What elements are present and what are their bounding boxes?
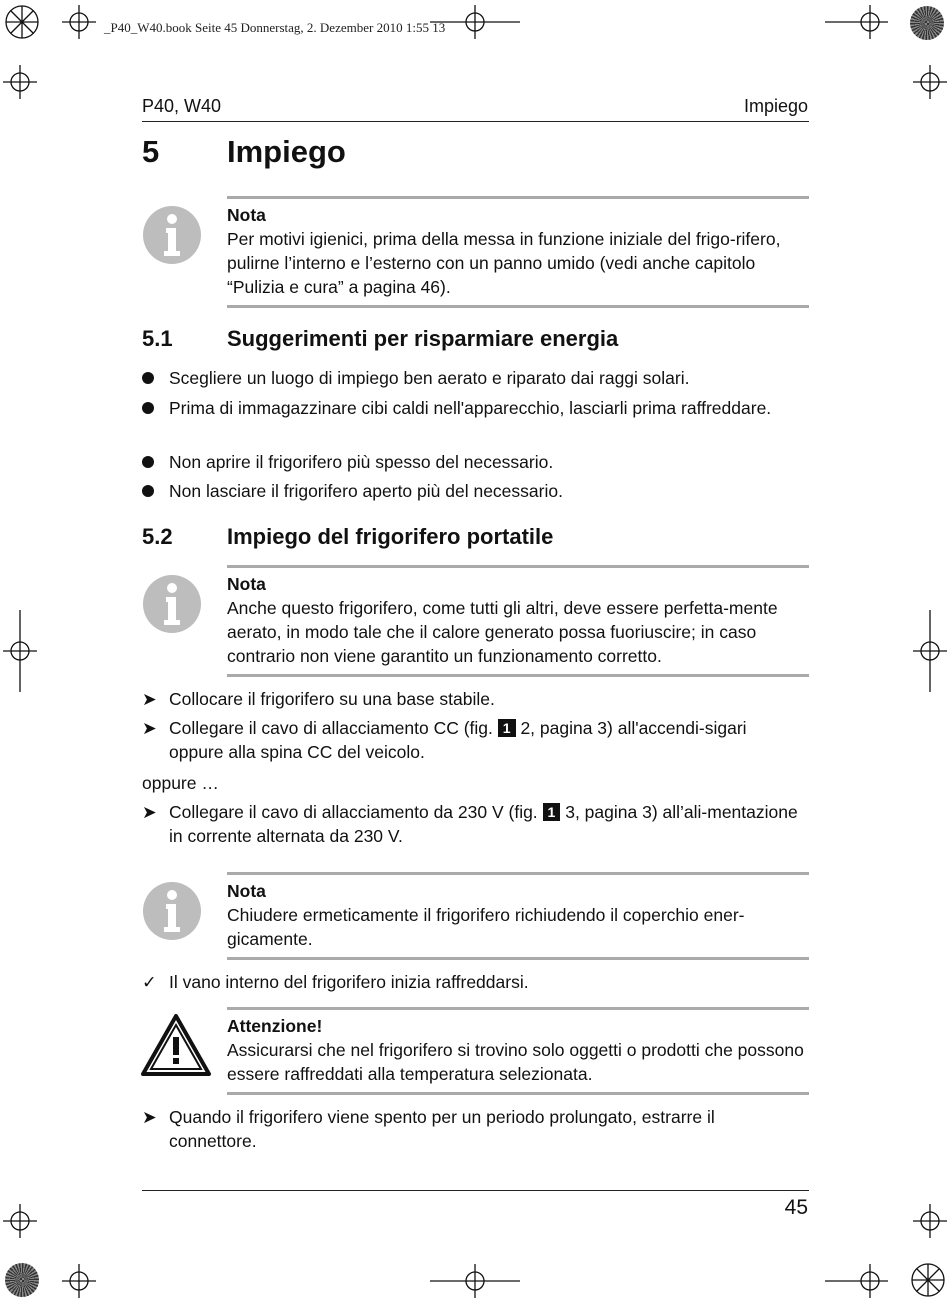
crosshair-mark-bottom-right — [825, 1264, 888, 1298]
crosshair-mark-left-middle — [3, 610, 37, 692]
info-icon — [142, 881, 202, 941]
figure-ref-badge: 1 — [498, 719, 516, 737]
note-hygiene — [227, 196, 809, 308]
bullet-icon — [142, 372, 154, 384]
section-title: Impiego del frigorifero portatile — [227, 524, 554, 549]
arrow-icon: ➤ — [142, 718, 157, 738]
print-slug: _P40_W40.book Seite 45 Donnerstag, 2. Dezember 2010 1:55 13 — [104, 20, 446, 35]
list-item: Non aprire il frigorifero più spesso del necessario. — [142, 450, 802, 474]
arrow-icon: ➤ — [142, 1107, 157, 1127]
step-item: ➤ Collegare il cavo di allacciamento CC (fig. 1 2, pagina 3) all'accendi-sigari oppure alla spina CC del veicolo. — [142, 718, 747, 762]
list-item: Non lasciare il frigorifero aperto più del necessario. — [142, 479, 802, 503]
page-number: 45 — [784, 1196, 808, 1219]
dark-starburst-mark-top-right — [910, 6, 944, 40]
crosshair-mark-right-middle — [913, 610, 947, 692]
crosshair-mark-bottom-center — [430, 1264, 520, 1298]
info-icon — [142, 574, 202, 634]
crosshair-mark-right-lower — [913, 1204, 947, 1238]
step-item: ➤ Collegare il cavo di allacciamento da 230 V (fig. 1 3, pagina 3) all’ali-mentazione in corrente alternata da 230 V. — [142, 802, 798, 846]
check-icon: ✓ — [142, 972, 157, 992]
list-item: Prima di immagazzinare cibi caldi nell'apparecchio, lasciarli prima raffreddare. — [142, 396, 802, 420]
step-item: ➤ Quando il frigorifero viene spento per un periodo prolungato, estrarre il connettore. — [142, 1107, 715, 1151]
oppure-text: oppure … — [142, 773, 219, 793]
warning-box — [227, 1007, 809, 1095]
running-header-left: P40, W40 — [142, 96, 222, 116]
step-item: ➤ Collocare il frigorifero su una base stabile. — [142, 689, 495, 709]
note-title: Nota — [227, 881, 266, 901]
note-ventilation — [227, 565, 809, 677]
note-title: Nota — [227, 205, 266, 225]
crosshair-mark-left-lower — [3, 1204, 37, 1238]
arrow-icon: ➤ — [142, 802, 157, 822]
section-number: 5.2 — [142, 524, 173, 549]
warning-text: Assicurarsi che nel frigorifero si trovino solo oggetti o prodotti che possono essere raffreddati alla temperatura selezionata. — [227, 1040, 804, 1084]
note-close-lid — [227, 872, 809, 960]
bullet-icon — [142, 402, 154, 414]
header-rule — [142, 121, 809, 122]
chapter-title: Impiego — [227, 134, 346, 169]
starburst-mark-top-left — [6, 6, 38, 38]
crosshair-mark-left-upper — [3, 65, 37, 99]
section-heading-5-2 — [142, 524, 553, 550]
footer-rule — [142, 1190, 809, 1191]
bullet-icon — [142, 485, 154, 497]
crosshair-mark-top-right — [825, 5, 888, 39]
note-text: Per motivi igienici, prima della messa in funzione iniziale del frigo-rifero, pulirne l’interno e l’esterno con un panno umido (vedi anche capitolo “Pulizia e cura” a pagina 46). — [227, 229, 781, 297]
note-title: Nota — [227, 574, 266, 594]
figure-ref-badge: 1 — [543, 803, 561, 821]
crosshair-mark-right-upper — [913, 65, 947, 99]
chapter-heading — [142, 134, 346, 170]
info-icon — [142, 205, 202, 265]
arrow-icon: ➤ — [142, 689, 157, 709]
dark-starburst-mark-bottom-left — [5, 1263, 39, 1297]
warning-title: Attenzione! — [227, 1016, 323, 1036]
result-item: ✓ Il vano interno del frigorifero inizia raffreddarsi. — [142, 972, 529, 992]
section-number: 5.1 — [142, 326, 173, 351]
note-text: Anche questo frigorifero, come tutti gli altri, deve essere perfetta-mente aerato, in modo tale che il calore generato possa fuoriuscire; in caso contrario non viene garantito un funzionamento corretto. — [227, 598, 778, 666]
crosshair-mark-top-left — [62, 5, 96, 39]
chapter-number: 5 — [142, 134, 160, 169]
note-text: Chiudere ermeticamente il frigorifero richiudendo il coperchio ener-gicamente. — [227, 905, 745, 949]
crosshair-mark-bottom-left — [62, 1264, 96, 1298]
section-title: Suggerimenti per risparmiare energia — [227, 326, 619, 351]
starburst-mark-bottom-right — [912, 1264, 944, 1296]
list-item: Scegliere un luogo di impiego ben aerato e riparato dai raggi solari. — [142, 366, 802, 390]
section-heading-5-1 — [142, 326, 618, 352]
running-header-right: Impiego — [743, 96, 808, 116]
warning-triangle-icon — [140, 1013, 212, 1077]
bullet-icon — [142, 456, 154, 468]
